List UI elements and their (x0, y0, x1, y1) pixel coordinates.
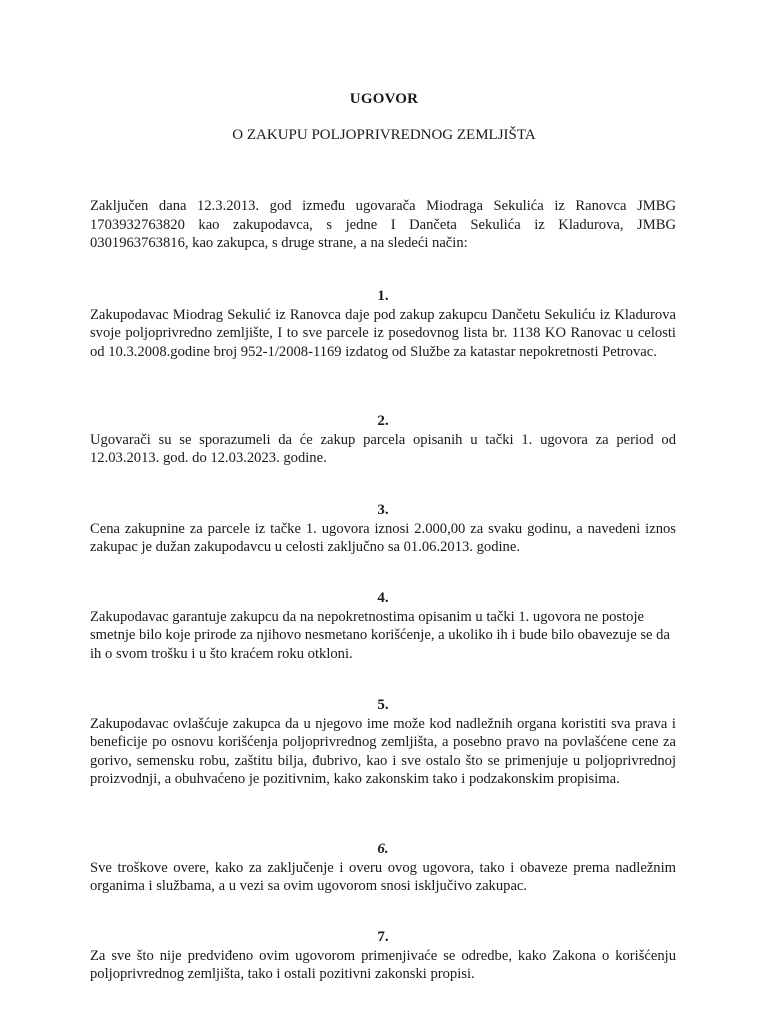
article-number: 4. (377, 590, 389, 606)
article-number: 6. (377, 841, 389, 857)
article-3 (90, 501, 676, 557)
article-5 (90, 696, 676, 789)
intro-paragraph-block (90, 197, 676, 253)
article-number: 1. (377, 288, 389, 304)
article-7 (90, 928, 676, 984)
article-number: 7. (377, 929, 389, 945)
document-subtitle: O ZAKUPU POLJOPRIVREDNOG ZEMLJIŠTA (232, 127, 536, 143)
article-text: Cena zakupnine za parcele iz tačke 1. ugovora iznosi 2.000,00 za svaku godinu, a navedeni iznos zakupac je dužan zakupodavcu u celosti zaključno sa 01.06.2013. godine. (90, 520, 676, 556)
article-text: Za sve što nije predviđeno ovim ugovorom primenjivaće se odredbe, kako Zakona o korišćenju poljoprivrednog zemljišta, tako i ostali pozitivni zakonski propisi. (90, 947, 676, 983)
article-2 (90, 412, 676, 468)
article-text: Ugovarači su se sporazumeli da će zakup parcela opisanih u tački 1. ugovora za period od 12.03.2013. god. do 12.03.2023. godine. (90, 431, 676, 467)
article-4 (90, 589, 676, 663)
document-title: UGOVOR (349, 91, 419, 107)
article-text: Zakupodavac garantuje zakupcu da na nepokretnostima opisanim u tački 1. ugovora ne postoje smetnje bilo koje prirode za njihovo nesmetano korišćenje, a ukoliko ih i bude bilo obavezuje se da ih o svom trošku i u što kraćem roku otkloni. (90, 608, 670, 662)
article-1 (90, 287, 676, 361)
article-text: Zakupodavac ovlašćuje zakupca da u njegovo ime može kod nadležnih organa koristiti sva prava i beneficije po osnovu korišćenja poljoprivrednog zemljišta, a posebno pravo na povlašćene cene za gorivo, semensku robu, zaštitu bilja, đubrivo, kao i sve ostalo što se primenjuje u poljoprivrednoj proizvodnji, a obuhvaćeno je pozitivnim, kako zakonskim tako i podzakonskim propisima. (90, 715, 676, 788)
article-number: 2. (377, 413, 389, 429)
article-number: 3. (377, 502, 389, 518)
article-6 (90, 840, 676, 896)
article-text: Sve troškove overe, kako za zaključenje i overu ovog ugovora, tako i obaveze prema nadležnim organima i službama, a u vezi sa ovim ugovorom snosi isključivo zakupac. (90, 859, 676, 895)
article-text: Zakupodavac Miodrag Sekulić iz Ranovca daje pod zakup zakupcu Dančetu Sekuliću iz Kladurova svoje poljoprivredno zemljište, I to sve parcele iz posedovnog lista br. 1138 KO Ranovac u celosti od 10.3.2008.godine broj 952-1/2008-1169 izdatog od Službe za katastar nepokretnosti Petrovac. (90, 306, 676, 360)
article-number: 5. (377, 697, 389, 713)
intro-paragraph: Zaključen dana 12.3.2013. god između ugovarača Miodraga Sekulića iz Ranovca JMBG 1703932763820 kao zakupodavca, s jedne I Dančeta Sekulića iz Kladurova, JMBG 0301963763816, kao zakupca, s druge strane, a na sledeći način: (90, 198, 676, 252)
